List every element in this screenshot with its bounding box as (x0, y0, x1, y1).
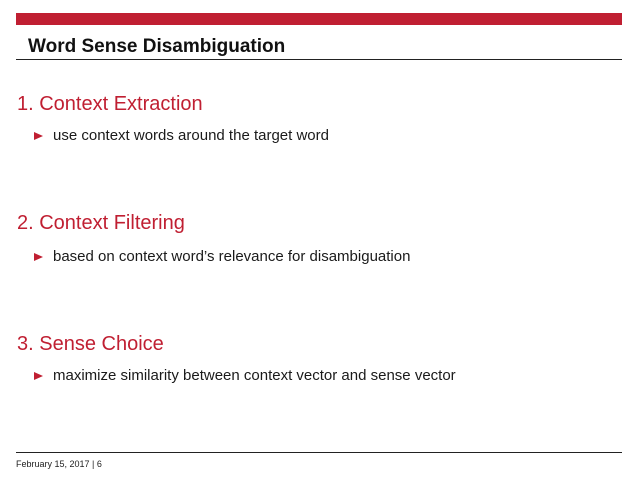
triangle-bullet-icon (34, 132, 43, 140)
triangle-bullet-icon (34, 253, 43, 261)
title-divider (16, 59, 622, 60)
section-heading-context-filtering: 2. Context Filtering (17, 212, 185, 234)
triangle-bullet-icon (34, 372, 43, 380)
top-accent-bar (16, 13, 622, 25)
section-heading-sense-choice: 3. Sense Choice (17, 333, 164, 355)
bullet-text: maximize similarity between context vector and sense vector (53, 367, 456, 384)
bullet-item (34, 367, 456, 384)
footer-divider (16, 452, 622, 453)
bullet-item (34, 127, 329, 144)
bullet-text: based on context word’s relevance for disambiguation (53, 248, 411, 265)
bullet-text: use context words around the target word (53, 127, 329, 144)
footer-date-page: February 15, 2017 | 6 (16, 459, 102, 469)
section-heading-context-extraction: 1. Context Extraction (17, 93, 203, 115)
bullet-item (34, 248, 410, 265)
slide-title: Word Sense Disambiguation (28, 36, 286, 57)
